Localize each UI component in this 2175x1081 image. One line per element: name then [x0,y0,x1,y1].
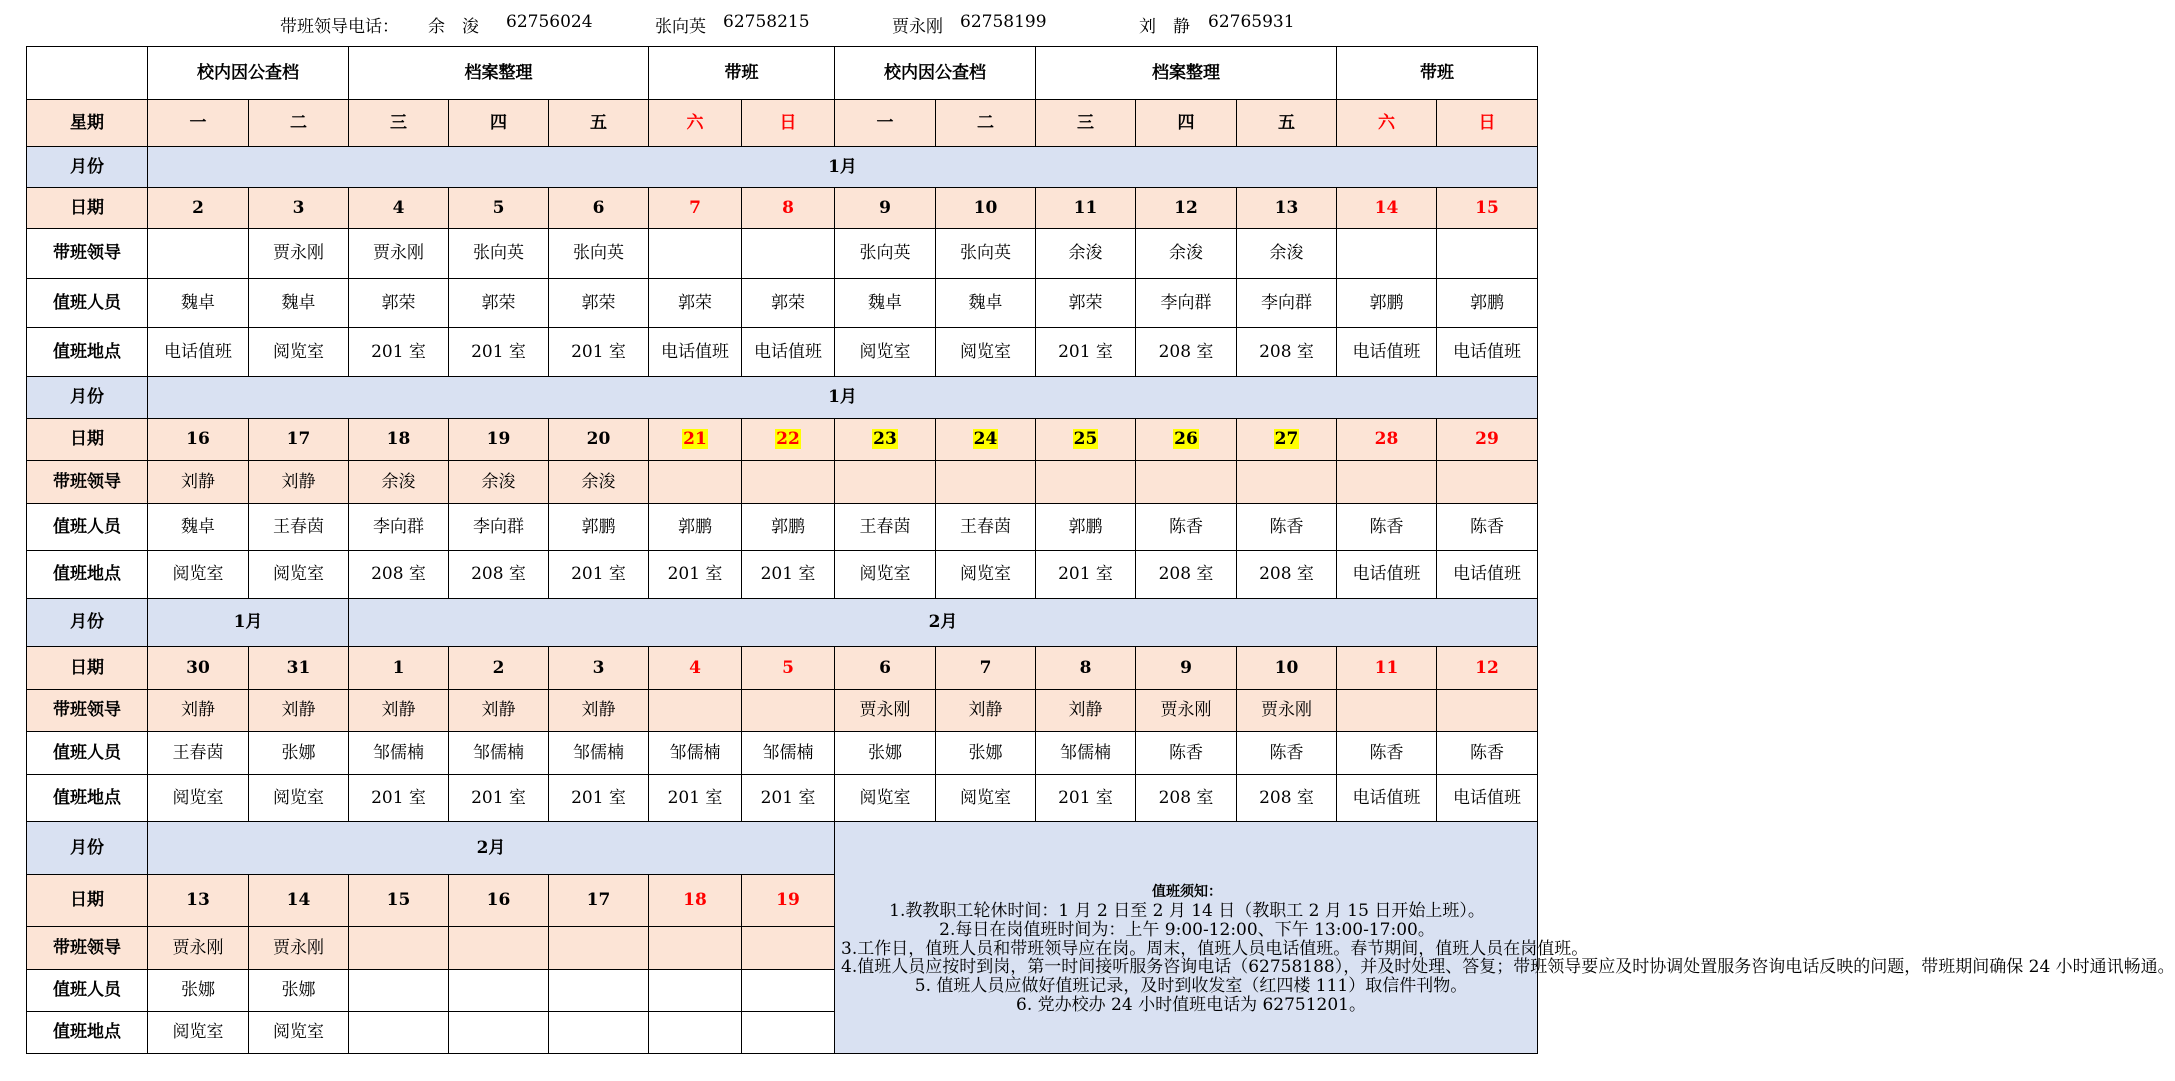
staff-cell: 邹儒楠 [1036,732,1136,775]
staff-cell: 郭鹏 [649,504,742,551]
phone-name: 贾永刚 [892,17,943,37]
date-cell: 15 [349,875,449,927]
date-cell: 5 [742,647,835,690]
location-cell: 电话值班 [649,328,742,377]
leader-cell [1337,229,1437,279]
location-cell: 阅览室 [936,328,1036,377]
leader-cell: 刘静 [249,461,349,504]
weekday-cell: 五 [1237,100,1337,147]
location-row-label: 值班地点 [27,328,148,377]
staff-cell: 郭鹏 [1337,279,1437,328]
leader-cell: 贾永刚 [1136,690,1237,732]
weekday-cell: 六 [1337,100,1437,147]
date-cell: 2 [148,188,249,229]
location-cell: 阅览室 [835,775,936,822]
date-cell: 18 [649,875,742,927]
leader-row-label: 带班领导 [27,229,148,279]
staff-cell: 王春茵 [148,732,249,775]
date-row-label: 日期 [27,419,148,461]
staff-cell: 李向群 [449,504,549,551]
date-cell: 9 [1136,647,1237,690]
staff-row-label: 值班人员 [27,279,148,328]
staff-cell: 郭鹏 [549,504,649,551]
date-cell: 11 [1036,188,1136,229]
date-row-label: 日期 [27,875,148,927]
month-cell: 1月 [148,599,349,647]
leader-cell [549,927,649,970]
date-cell [936,419,1036,461]
staff-cell [742,970,835,1012]
month-row-label: 月份 [27,822,148,875]
location-cell: 208 室 [1136,328,1237,377]
staff-cell: 魏卓 [148,504,249,551]
weekday-cell: 六 [649,100,742,147]
leader-cell: 余浚 [549,461,649,504]
month-row-label: 月份 [27,599,148,647]
staff-cell: 陈香 [1337,732,1437,775]
date-cell: 31 [249,647,349,690]
date-cell: 19 [742,875,835,927]
staff-cell: 张娜 [148,970,249,1012]
phone-name: 余 浚 [428,17,479,37]
staff-cell: 郭荣 [1036,279,1136,328]
date-cell: 28 [1337,419,1437,461]
location-cell: 201 室 [1036,551,1136,599]
highlighted-date: 21 [683,429,707,450]
location-cell: 电话值班 [742,328,835,377]
date-cell: 1 [349,647,449,690]
month-cell: 2月 [148,822,835,875]
corner-cell [27,47,148,100]
leader-cell [649,229,742,279]
leader-cell [742,461,835,504]
location-cell: 208 室 [1136,775,1237,822]
leader-cell [1036,461,1136,504]
leader-cell: 张向英 [936,229,1036,279]
leader-cell: 张向英 [835,229,936,279]
location-cell [742,1012,835,1054]
leader-cell [742,927,835,970]
highlighted-date: 24 [973,429,998,450]
leader-cell [1136,461,1237,504]
date-cell: 14 [1337,188,1437,229]
leader-cell: 余浚 [1136,229,1237,279]
header-label: 带班领导电话： [280,17,399,37]
leader-phone-header [0,0,1584,46]
date-cell: 3 [249,188,349,229]
date-cell [835,419,936,461]
location-cell: 201 室 [549,328,649,377]
staff-cell: 张娜 [936,732,1036,775]
leader-cell: 贾永刚 [148,927,249,970]
location-cell: 201 室 [649,775,742,822]
leader-cell [649,690,742,732]
location-cell: 阅览室 [936,775,1036,822]
location-cell: 阅览室 [148,1012,249,1054]
date-cell: 2 [449,647,549,690]
weekday-cell: 三 [349,100,449,147]
date-cell [1136,419,1237,461]
weekday-cell: 五 [549,100,649,147]
location-cell: 阅览室 [936,551,1036,599]
date-cell: 10 [1237,647,1337,690]
date-cell: 5 [449,188,549,229]
location-cell: 208 室 [1237,775,1337,822]
leader-cell: 刘静 [148,690,249,732]
notes-item: 4.值班人员应按时到岗，第一时间接听服务咨询电话（62758188），并及时处理、答复；带班领导要应及时协调处置服务咨询电话反映的问题，带班期间确保 24 小时通讯畅通。 [841,957,2175,978]
date-cell: 8 [1036,647,1136,690]
staff-cell: 郭荣 [349,279,449,328]
month-cell: 1月 [148,147,1538,188]
leader-cell: 余浚 [349,461,449,504]
location-cell: 阅览室 [148,551,249,599]
category-header: 带班 [1337,47,1538,100]
date-cell: 4 [349,188,449,229]
weekday-cell: 一 [148,100,249,147]
date-row-label: 日期 [27,188,148,229]
location-cell: 201 室 [449,328,549,377]
location-cell [549,1012,649,1054]
staff-cell: 魏卓 [148,279,249,328]
date-cell: 7 [649,188,742,229]
leader-cell: 贾永刚 [835,690,936,732]
location-cell: 201 室 [742,551,835,599]
leader-cell [1437,229,1538,279]
duty-notes-panel [835,822,2175,1054]
date-cell: 8 [742,188,835,229]
category-header: 档案整理 [349,47,649,100]
date-cell: 10 [936,188,1036,229]
location-cell: 阅览室 [249,328,349,377]
date-cell: 17 [249,419,349,461]
leader-cell: 刘静 [1036,690,1136,732]
staff-cell: 陈香 [1136,732,1237,775]
staff-cell: 邹儒楠 [742,732,835,775]
staff-cell: 邹儒楠 [449,732,549,775]
staff-cell: 陈香 [1136,504,1237,551]
date-cell: 19 [449,419,549,461]
category-header: 带班 [649,47,835,100]
leader-cell: 刘静 [936,690,1036,732]
staff-cell: 张娜 [835,732,936,775]
location-cell: 201 室 [1036,328,1136,377]
date-cell: 18 [349,419,449,461]
staff-cell [449,970,549,1012]
date-cell: 11 [1337,647,1437,690]
location-cell [449,1012,549,1054]
leader-cell: 贾永刚 [349,229,449,279]
staff-row-label: 值班人员 [27,732,148,775]
staff-cell [549,970,649,1012]
staff-cell: 郭荣 [649,279,742,328]
leader-cell [936,461,1036,504]
category-header: 校内因公查档 [835,47,1036,100]
location-cell: 阅览室 [835,328,936,377]
leader-row-label: 带班领导 [27,461,148,504]
weekday-row-label: 星期 [27,100,148,147]
leader-cell: 刘静 [449,690,549,732]
leader-cell: 张向英 [449,229,549,279]
leader-cell [742,229,835,279]
weekday-cell: 二 [936,100,1036,147]
staff-cell: 郭荣 [449,279,549,328]
location-cell: 201 室 [742,775,835,822]
weekday-cell: 三 [1036,100,1136,147]
leader-cell [835,461,936,504]
location-cell: 阅览室 [835,551,936,599]
highlighted-date: 27 [1274,429,1299,450]
date-cell: 14 [249,875,349,927]
leader-cell: 张向英 [549,229,649,279]
leader-cell: 贾永刚 [1237,690,1337,732]
leader-cell [742,690,835,732]
leader-cell: 刘静 [349,690,449,732]
staff-cell: 魏卓 [936,279,1036,328]
location-cell: 电话值班 [1437,775,1538,822]
highlighted-date: 23 [873,429,897,450]
date-cell: 6 [835,647,936,690]
weekday-cell: 一 [835,100,936,147]
leader-cell: 余浚 [449,461,549,504]
location-row-label: 值班地点 [27,1012,148,1054]
leader-cell [1337,690,1437,732]
weekday-cell: 四 [1136,100,1237,147]
date-cell [742,419,835,461]
phone-name: 张向英 [655,17,706,37]
phone-number: 62758215 [723,12,810,32]
date-cell: 16 [449,875,549,927]
location-cell: 201 室 [549,551,649,599]
date-cell: 13 [148,875,249,927]
staff-cell: 陈香 [1337,504,1437,551]
staff-cell: 张娜 [249,732,349,775]
location-cell: 电话值班 [148,328,249,377]
notes-item: 1.教教职工轮休时间：1 月 2 日至 2 月 14 日（教职工 2 月 15 日开始上班）。 [889,901,1485,922]
date-cell: 7 [936,647,1036,690]
location-cell: 208 室 [1237,551,1337,599]
leader-cell [649,927,742,970]
staff-cell: 郭荣 [549,279,649,328]
phone-number: 62758199 [960,12,1047,32]
leader-cell: 贾永刚 [249,927,349,970]
location-cell: 201 室 [549,775,649,822]
leader-cell: 余浚 [1036,229,1136,279]
weekday-cell: 日 [742,100,835,147]
staff-cell [649,970,742,1012]
date-row-label: 日期 [27,647,148,690]
date-cell: 16 [148,419,249,461]
location-cell: 阅览室 [148,775,249,822]
location-cell: 201 室 [649,551,742,599]
leader-row-label: 带班领导 [27,690,148,732]
highlighted-date: 22 [776,429,800,450]
location-cell: 阅览室 [249,1012,349,1054]
date-cell: 15 [1437,188,1538,229]
location-cell: 201 室 [1036,775,1136,822]
leader-cell [1337,461,1437,504]
staff-cell: 陈香 [1437,504,1538,551]
highlighted-date: 25 [1073,429,1098,450]
date-cell: 12 [1437,647,1538,690]
location-cell: 208 室 [449,551,549,599]
date-cell: 20 [549,419,649,461]
leader-cell [1237,461,1337,504]
month-row-label: 月份 [27,147,148,188]
location-cell: 电话值班 [1437,551,1538,599]
staff-cell: 王春茵 [936,504,1036,551]
staff-cell: 郭鹏 [742,504,835,551]
staff-cell: 郭鹏 [1036,504,1136,551]
location-cell [649,1012,742,1054]
location-cell: 208 室 [1237,328,1337,377]
notes-title: 值班须知： [1152,883,1222,900]
staff-cell: 魏卓 [835,279,936,328]
leader-cell: 刘静 [249,690,349,732]
location-cell: 阅览室 [249,775,349,822]
date-cell: 30 [148,647,249,690]
leader-cell [349,927,449,970]
staff-cell: 邹儒楠 [649,732,742,775]
leader-cell: 余浚 [1237,229,1337,279]
date-cell: 17 [549,875,649,927]
staff-cell: 魏卓 [249,279,349,328]
date-cell: 12 [1136,188,1237,229]
location-cell: 201 室 [449,775,549,822]
leader-cell [649,461,742,504]
location-row-label: 值班地点 [27,551,148,599]
location-cell: 电话值班 [1337,775,1437,822]
notes-item: 3.工作日，值班人员和带班领导应在岗。周末，值班人员电话值班。春节期间，值班人员在岗值班。 [841,938,1589,959]
location-cell: 201 室 [349,328,449,377]
weekday-cell: 日 [1437,100,1538,147]
location-cell: 208 室 [1136,551,1237,599]
notes-item: 2.每日在岗值班时间为：上午 9:00-12:00、下午 13:00-17:00。 [939,919,1435,940]
date-cell [1036,419,1136,461]
staff-cell [349,970,449,1012]
date-cell: 6 [549,188,649,229]
leader-cell: 贾永刚 [249,229,349,279]
staff-cell: 郭鹏 [1437,279,1538,328]
location-row-label: 值班地点 [27,775,148,822]
location-cell: 电话值班 [1337,551,1437,599]
notes-item: 6. 党办校办 24 小时值班电话为 62751201。 [1016,994,1366,1015]
date-cell: 4 [649,647,742,690]
date-cell: 13 [1237,188,1337,229]
date-cell: 29 [1437,419,1538,461]
staff-cell: 张娜 [249,970,349,1012]
staff-cell: 邹儒楠 [349,732,449,775]
leader-cell: 刘静 [148,461,249,504]
staff-cell: 王春茵 [249,504,349,551]
month-cell: 1月 [148,377,1538,419]
staff-cell: 李向群 [349,504,449,551]
month-row-label: 月份 [27,377,148,419]
staff-cell: 郭荣 [742,279,835,328]
staff-cell: 邹儒楠 [549,732,649,775]
staff-cell: 陈香 [1237,732,1337,775]
location-cell: 阅览室 [249,551,349,599]
staff-row-label: 值班人员 [27,504,148,551]
staff-cell: 李向群 [1237,279,1337,328]
leader-cell [1437,461,1538,504]
staff-row-label: 值班人员 [27,970,148,1012]
notes-item: 5. 值班人员应做好值班记录，及时到收发室（红四楼 111）取信件刊物。 [914,975,1468,996]
location-cell: 电话值班 [1337,328,1437,377]
phone-number: 62756024 [506,12,593,32]
location-cell: 201 室 [349,775,449,822]
duty-schedule-table [26,46,2175,1054]
leader-cell: 刘静 [549,690,649,732]
month-cell: 2月 [349,599,1538,647]
leader-row-label: 带班领导 [27,927,148,970]
leader-cell [148,229,249,279]
category-header: 校内因公查档 [148,47,349,100]
weekday-cell: 二 [249,100,349,147]
date-cell [1237,419,1337,461]
staff-cell: 李向群 [1136,279,1237,328]
location-cell: 208 室 [349,551,449,599]
highlighted-date: 26 [1174,429,1198,450]
leader-cell [1437,690,1538,732]
phone-name: 刘 静 [1139,17,1190,37]
category-header: 档案整理 [1036,47,1337,100]
phone-number: 62765931 [1208,12,1295,32]
date-cell [649,419,742,461]
leader-cell [449,927,549,970]
location-cell: 电话值班 [1437,328,1538,377]
staff-cell: 王春茵 [835,504,936,551]
weekday-cell: 四 [449,100,549,147]
staff-cell: 陈香 [1437,732,1538,775]
staff-cell: 陈香 [1237,504,1337,551]
date-cell: 9 [835,188,936,229]
location-cell [349,1012,449,1054]
date-cell: 3 [549,647,649,690]
